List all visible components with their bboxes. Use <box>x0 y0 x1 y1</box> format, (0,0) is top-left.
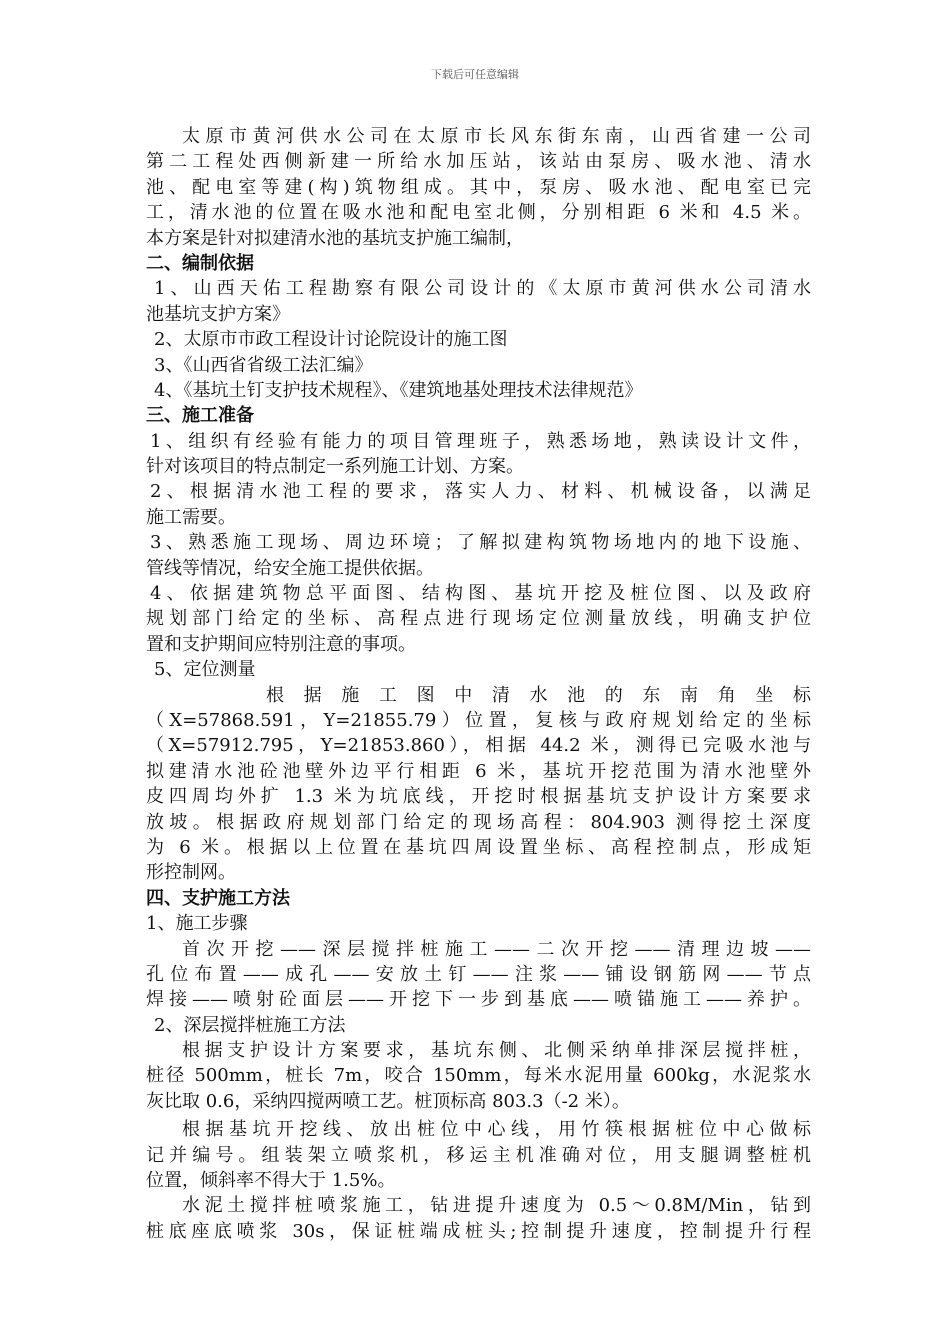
section-heading: 三、施工准备 <box>146 405 254 427</box>
paragraph-line: 根据施工图中清水池的东南角坐标 <box>266 684 811 706</box>
list-item: 4、依据建筑物总平面图、结构图、基坑开挖及桩位图、以及政府 <box>150 583 811 605</box>
paragraph-line: 桩径 500mm，桩长 7m，咬合 150mm，每米水泥用量 600kg，水泥浆水 <box>146 1065 811 1087</box>
section-heading: 四、支护施工方法 <box>146 887 290 909</box>
paragraph-line: 桩底座底喷浆 30s，保证桩端成桩头;控制提升速度，控制提升行程 <box>146 1220 811 1242</box>
paragraph-line: 根据支护设计方案要求，基坑东侧、北侧采纳单排深层搅拌桩， <box>182 1040 811 1062</box>
subsection-heading: 1、施工步骤 <box>146 913 248 935</box>
subsection-heading: 2、深层搅拌桩施工方法 <box>154 1014 346 1036</box>
paragraph-line: 皮四周均外扩 1.3 米为坑底线，开挖时根据基坑支护设计方案要求 <box>146 786 811 808</box>
list-item: 2、根据清水池工程的要求，落实人力、材料、机械设备，以满足 <box>150 481 811 503</box>
paragraph-line: 根据基坑开挖线、放出桩位中心线，用竹筷根据桩位中心做标 <box>182 1119 811 1141</box>
paragraph-line: 首次开挖——深层搅拌桩施工——二次开挖——清理边坡—— <box>182 938 811 960</box>
list-item: 针对该项目的特点制定一系列施工计划、方案。 <box>146 456 524 478</box>
list-item: 池基坑支护方案》 <box>146 303 290 325</box>
list-item: 规划部门给定的坐标、高程点进行现场定位测量放线，明确支护位 <box>146 608 811 630</box>
paragraph-line: 形控制网。 <box>146 862 236 884</box>
list-item: 置和支护期间应特别注意的事项。 <box>146 633 416 655</box>
document-body <box>146 124 811 1244</box>
list-item: 3、《山西省省级工法汇编》 <box>154 354 373 376</box>
paragraph-line: 放坡。根据政府规划部门给定的现场高程：804.903 测得挖土深度 <box>146 811 811 833</box>
list-item: 3、熟悉施工现场、周边环境；了解拟建构筑物场地内的地下设施、 <box>150 532 811 554</box>
paragraph-line: 池、配电室等建(构)筑物组成。其中，泵房、吸水池、配电室已完 <box>146 176 811 198</box>
list-item: 2、太原市市政工程设计讨论院设计的施工图 <box>154 329 508 351</box>
page-header: 下载后可任意编辑 <box>431 68 519 81</box>
list-item: 施工需要。 <box>146 506 236 528</box>
paragraph-line: 工，清水池的位置在吸水池和配电室北侧，分别相距 6 米和 4.5 米。 <box>146 202 811 224</box>
paragraph-line: （X=57912.795，Y=21853.860），相据 44.2 米，测得已完吸水池与 <box>146 735 811 757</box>
paragraph-line: 水泥土搅拌桩喷浆施工，钻进提升速度为 0.5～0.8M/Min，钻到 <box>182 1195 811 1217</box>
list-item: 1、组织有经验有能力的项目管理班子，熟悉场地，熟读设计文件， <box>150 430 811 452</box>
paragraph-line: 第二工程处西侧新建一所给水加压站，该站由泵房、吸水池、清水 <box>146 151 811 173</box>
paragraph-line: （X=57868.591，Y=21855.79）位置，复核与政府规划给定的坐标 <box>146 709 811 731</box>
paragraph-line: 焊接——喷射砼面层——开挖下一步到基底——喷锚施工——养护。 <box>146 989 811 1011</box>
list-item: 管线等情况，给安全施工提供依据。 <box>146 557 434 579</box>
paragraph-line: 本方案是针对拟建清水池的基坑支护施工编制， <box>146 227 524 249</box>
paragraph-line: 灰比取 0.6，采纳四搅两喷工艺。桩顶标高 803.3（-2 米）。 <box>146 1090 630 1112</box>
section-heading: 二、编制依据 <box>146 252 254 274</box>
paragraph-line: 孔位布置——成孔——安放土钉——注浆——铺设钢筋网——节点 <box>146 963 811 985</box>
paragraph-line: 太原市黄河供水公司在太原市长风东街东南，山西省建一公司 <box>182 126 811 147</box>
paragraph-line: 为 6 米。根据以上位置在基坑四周设置坐标、高程控制点，形成矩 <box>146 836 811 858</box>
list-item: 4、《基坑土钉支护技术规程》、《建筑地基处理技术法律规范》 <box>154 379 643 401</box>
paragraph-line: 位置，倾斜率不得大于 1.5%。 <box>146 1170 396 1192</box>
list-item: 1、山西天佑工程勘察有限公司设计的《太原市黄河供水公司清水 <box>154 278 811 300</box>
list-item: 5、定位测量 <box>154 659 256 681</box>
paragraph-line: 拟建清水池砼池壁外边平行相距 6 米，基坑开挖范围为清水池壁外 <box>146 760 811 782</box>
paragraph-line: 记并编号。组装架立喷浆机，移运主机准确对位，用支腿调整桩机 <box>146 1144 811 1166</box>
